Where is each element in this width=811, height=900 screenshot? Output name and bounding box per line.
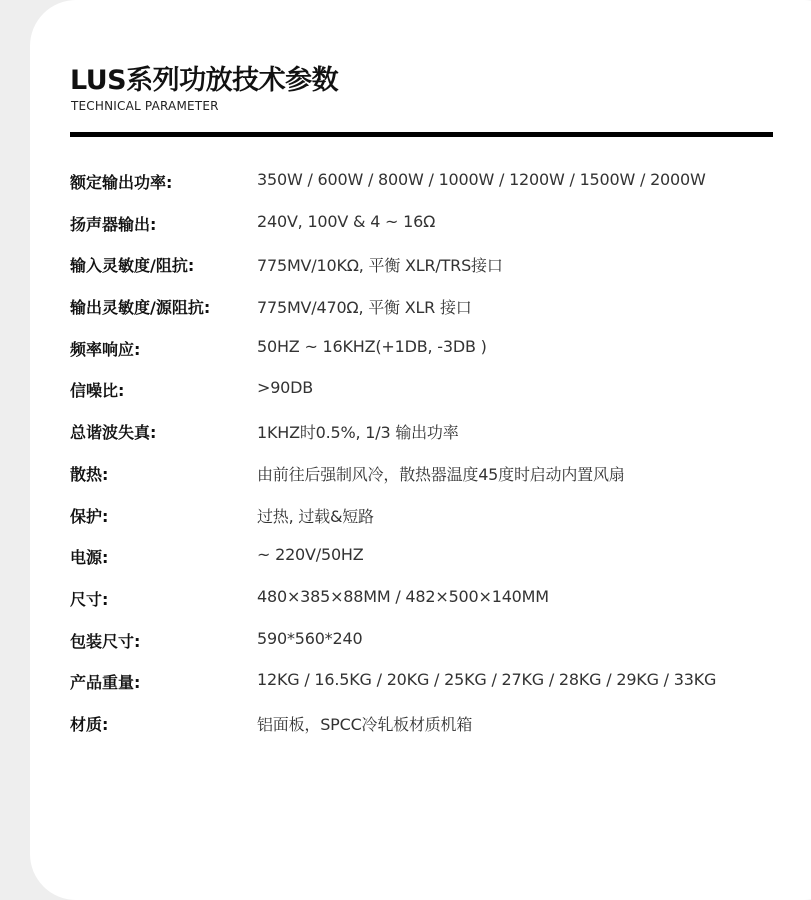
spec-row-rated-power (70, 170, 811, 212)
spec-label: 额定输出功率: (70, 173, 173, 192)
spec-row-thd (70, 420, 811, 462)
spec-value: 775MV/470Ω, 平衡 XLR 接口 (257, 298, 472, 318)
spec-label: 包装尺寸: (70, 631, 141, 651)
spec-label: 尺寸: (70, 589, 109, 609)
spec-label: 材质: (70, 714, 109, 734)
spec-row-speaker-output (70, 212, 811, 254)
spec-row-input-sensitivity (70, 253, 811, 295)
spec-label: 输出灵敏度/源阻抗: (70, 298, 211, 318)
spec-row-package-size (70, 629, 811, 671)
spec-value: 480×385×88MM / 482×500×140MM (257, 586, 549, 606)
spec-label: 电源: (70, 548, 109, 568)
spec-label: 产品重量: (70, 673, 141, 693)
spec-list (70, 170, 811, 754)
spec-value: 590*560*240 (257, 628, 363, 648)
spec-value: 775MV/10KΩ, 平衡 XLR/TRS接口 (257, 256, 503, 276)
spec-value: 铝面板，SPCC冷轧板材质机箱 (257, 714, 473, 734)
spec-row-weight (70, 670, 811, 712)
spec-label: 总谐波失真: (70, 423, 157, 443)
spec-value: 240V, 100V & 4 ~ 16Ω (257, 211, 436, 231)
spec-label: 扬声器输出: (70, 214, 157, 234)
spec-row-cooling (70, 462, 811, 504)
spec-value: 50HZ ~ 16KHZ(+1DB, -3DB ) (257, 336, 487, 356)
page-title: LUS系列功放技术参数 (70, 65, 339, 96)
spec-label: 保护: (70, 506, 109, 526)
spec-label: 信噪比: (70, 381, 125, 401)
spec-label: 散热: (70, 464, 109, 484)
spec-row-power-supply (70, 545, 811, 587)
spec-row-output-sensitivity (70, 295, 811, 337)
spec-value: >90DB (257, 378, 314, 398)
spec-value: 1KHZ时0.5%, 1/3 输出功率 (257, 423, 459, 443)
spec-row-dimensions (70, 587, 811, 629)
spec-row-frequency-response (70, 337, 811, 379)
spec-value: 由前往后强制风冷，散热器温度45度时启动内置风扇 (257, 464, 625, 484)
spec-row-snr (70, 378, 811, 420)
spec-value: 350W / 600W / 800W / 1000W / 1200W / 1500W / 2000W (257, 170, 706, 189)
page-subtitle: TECHNICAL PARAMETER (71, 99, 219, 113)
spec-label: 频率响应: (70, 339, 141, 359)
title-divider (70, 132, 773, 137)
spec-value: 过热, 过载&短路 (257, 506, 374, 526)
spec-row-protection (70, 504, 811, 546)
spec-label: 输入灵敏度/阻抗: (70, 256, 195, 276)
spec-value: ~ 220V/50HZ (257, 545, 364, 565)
spec-value: 12KG / 16.5KG / 20KG / 25KG / 27KG / 28KG / 29KG / 33KG (257, 670, 717, 690)
spec-row-material (70, 712, 811, 754)
